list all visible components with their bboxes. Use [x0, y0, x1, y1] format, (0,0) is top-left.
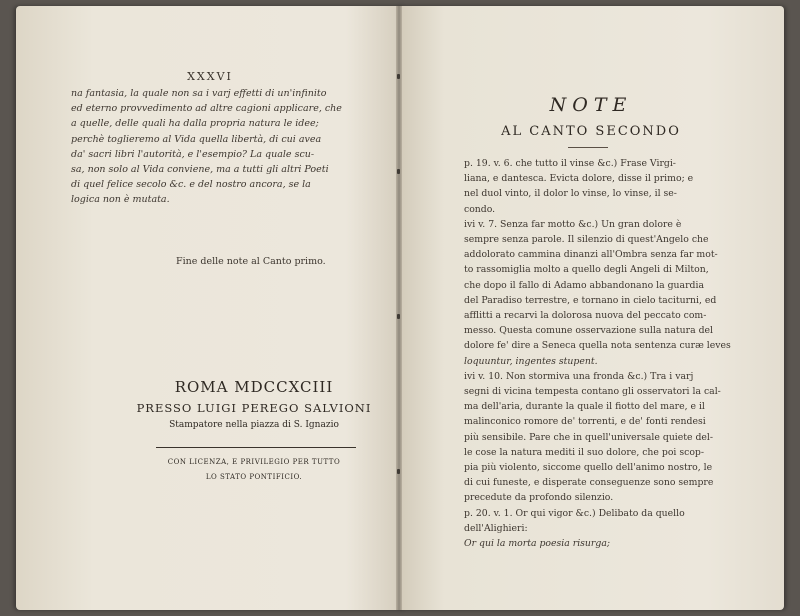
text-line: a quelle, delle quali ha dalla propria natura le idee;: [71, 118, 319, 130]
binding-stitch: [397, 469, 400, 474]
text-line: to rassomiglia molto a quello degli Angeli di Milton,: [464, 264, 709, 276]
text-line: addolorato cammina dinanzi all'Ombra senza far mot-: [464, 249, 718, 261]
binding-stitch: [397, 74, 400, 79]
text-line: malinconico romore de' torrenti, e de' fonti rendesi: [464, 416, 706, 428]
left-page: [16, 6, 404, 610]
text-line: ivi v. 7. Senza far motto &c.) Un gran dolore è: [464, 218, 682, 230]
text-line: che dopo il fallo di Adamo abbandonano la guardia: [464, 279, 705, 291]
fine-note: Fine delle note al Canto primo.: [176, 256, 326, 267]
text-line: ed eterno provvedimento ad altre cagioni applicare, che: [71, 103, 342, 115]
imprint-city-year: ROMA MDCCXCIII: [174, 378, 334, 396]
book-spread: [10, 6, 790, 610]
imprint-rule: [156, 447, 356, 448]
text-line: messo. Questa comune osservazione sulla natura del: [464, 325, 713, 337]
text-line: na fantasia, la quale non sa i varj effetti di un'infinito: [71, 88, 327, 99]
title-rule: [568, 147, 608, 148]
imprint-publisher: PRESSO LUIGI PEREGO SALVIONI: [136, 401, 372, 415]
page-number: XXXVI: [187, 70, 233, 83]
text-line: ivi v. 10. Non stormiva una fronda &c.) Tra i varj: [464, 370, 694, 382]
text-line: le cose la natura mediti il suo dolore, che poi scop-: [464, 446, 705, 458]
text-line: Or qui la morta poesia risurga;: [464, 538, 610, 550]
right-page-text: [464, 156, 764, 551]
text-line: dell'Alighieri:: [464, 522, 528, 534]
text-line: sa, non solo al Vida conviene, ma a tutti gli altri Poeti: [71, 164, 329, 176]
text-line: condo.: [464, 203, 496, 215]
text-line: liana, e dantesca. Evicta dolore, disse il primo; e: [464, 173, 694, 185]
text-line: del Paradiso terrestre, e tornano in cielo taciturni, ed: [464, 294, 717, 306]
text-line: più sensibile. Pare che in quell'universale quiete del-: [464, 431, 714, 443]
text-line: nel duol vinto, il dolor lo vinse, lo vinse, il se-: [464, 188, 677, 200]
text-line: p. 19. v. 6. che tutto il vinse &c.) Frase Virgi-: [464, 158, 676, 169]
text-line: pia più violento, siccome quello dell'animo nostro, le: [464, 462, 713, 474]
text-line: p. 20. v. 1. Or qui vigor &c.) Delibato da quello: [464, 507, 685, 519]
text-line: da' sacri libri l'autorità, e l'esempio? La quale scu-: [71, 148, 315, 160]
book-gutter: [396, 6, 402, 610]
text-line: logica non è mutata.: [71, 194, 170, 206]
text-line: sempre senza parole. Il silenzio di quest'Angelo che: [464, 234, 709, 246]
imprint-printer: Stampatore nella piazza di S. Ignazio: [169, 420, 339, 430]
text-line: ma dell'aria, durante la quale il fiotto del mare, e il: [464, 401, 705, 413]
binding-stitch: [397, 314, 400, 319]
imprint-license-line2: LO STATO PONTIFICIO.: [205, 473, 303, 481]
text-line: perchè toglieremo al Vida quella libertà, di cui avea: [71, 133, 322, 145]
text-line: precedute da profondo silenzio.: [464, 492, 614, 504]
text-line: segni di vicina tempesta contano gli osservatori la cal-: [464, 386, 721, 398]
text-line: afflitti a recarvi la dolorosa nuova del peccato com-: [464, 310, 707, 322]
text-line: di quel felice secolo &c. e del nostro ancora, se la: [71, 179, 311, 191]
text-line: di cui funeste, e disperate conseguenze sono sempre: [464, 477, 714, 489]
binding-stitch: [397, 169, 400, 174]
notes-subtitle: AL CANTO SECONDO: [501, 124, 681, 139]
text-line: dolore fe' dire a Seneca quella nota sentenza curæ leves: [464, 340, 731, 352]
text-line: loquuntur, ingentes stupent.: [464, 355, 598, 367]
left-page-text: [71, 86, 371, 208]
imprint-license-line1: CON LICENZA, E PRIVILEGIO PER TUTTO: [167, 458, 341, 466]
notes-title: NOTE: [549, 94, 633, 116]
right-page: [398, 6, 784, 610]
